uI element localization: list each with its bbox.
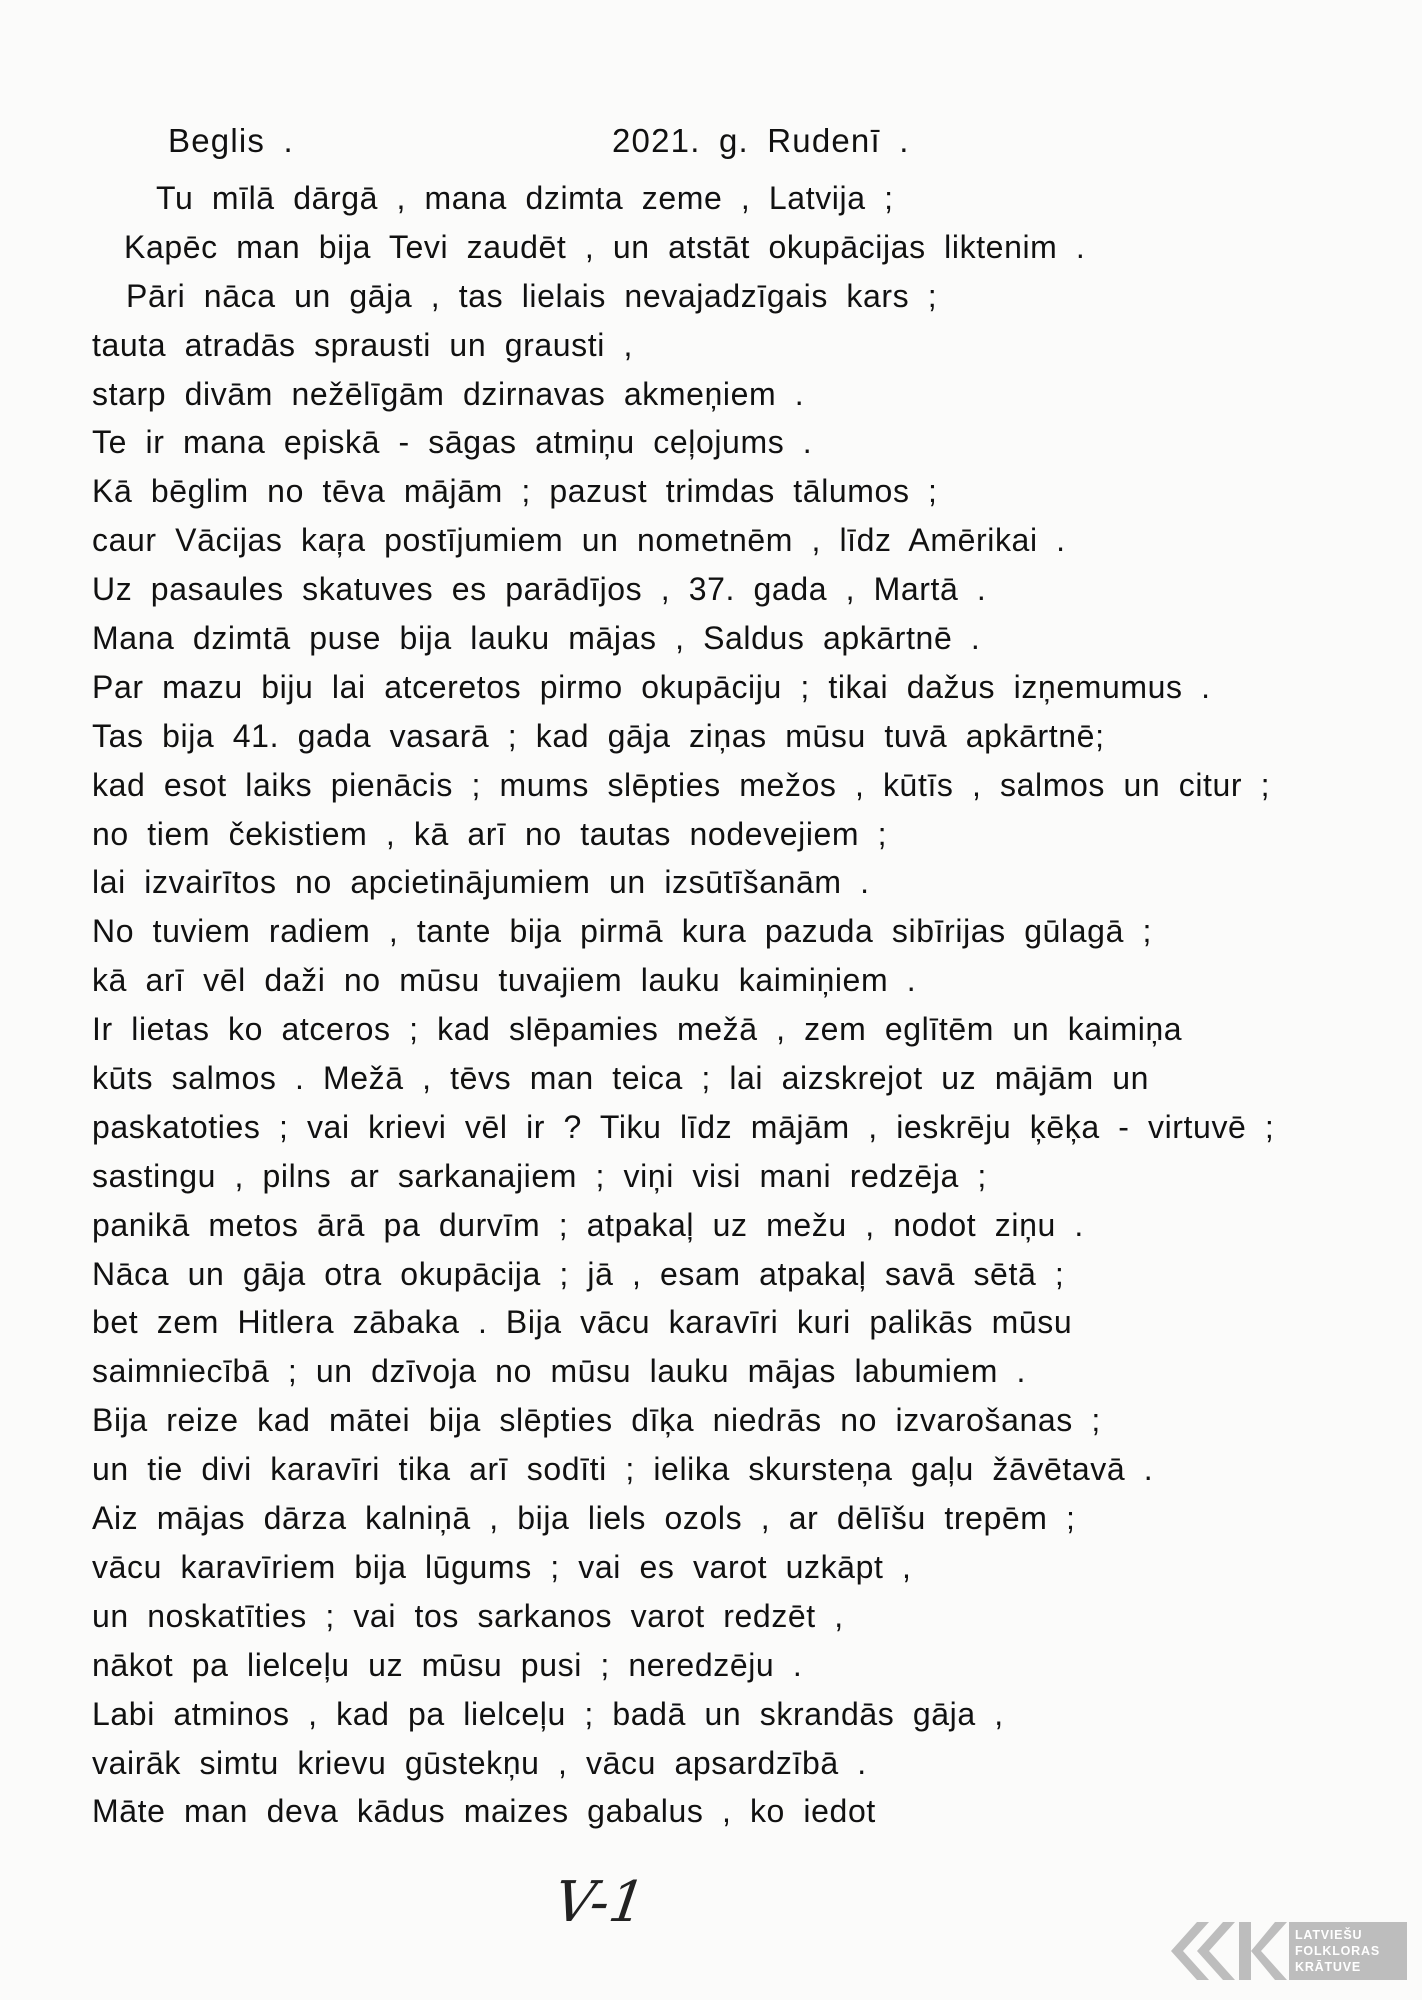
logo-text-block [1289,1922,1407,1980]
text-line: Uz pasaules skatuves es parādījos , 37. gada , Martā . [92,571,987,608]
text-line: Kā bēglim no tēva mājām ; pazust trimdas tālumos ; [92,473,938,510]
text-line: Nāca un gāja otra okupācija ; jā , esam atpakaļ savā sētā ; [92,1255,1065,1292]
text-line: caur Vācijas kaŗa postījumiem un nometnēm , līdz Amērikai . [92,522,1066,559]
text-line: Kapēc man bija Tevi zaudēt , un atstāt okupācijas liktenim . [124,228,1086,265]
heading-row [0,122,1422,174]
text-line: bet zem Hitlera zābaka . Bija vācu karavīri kuri palikās mūsu [92,1304,1073,1341]
document-title: Beglis . [168,122,294,159]
text-line: No tuviem radiem , tante bija pirmā kura pazuda sibīrijas gūlagā ; [92,913,1152,950]
text-line: Aiz mājas dārza kalniņā , bija liels ozols , ar dēlīšu trepēm ; [92,1500,1076,1537]
logo-mark-icon [1167,1918,1289,1984]
text-line: Ir lietas ko atceros ; kad slēpamies mežā , zem eglītēm un kaimiņa [92,1011,1183,1048]
logo-text-line: FOLKLORAS [1295,1944,1380,1958]
text-line: Mana dzimtā puse bija lauku mājas , Saldus apkārtnē . [92,620,981,657]
text-line: Tu mīlā dārgā , mana dzimta zeme , Latvija ; [156,180,894,216]
text-line: Te ir mana episkā - sāgas atmiņu ceļojums . [92,424,813,461]
text-line: Māte man deva kādus maizes gabalus , ko iedot [92,1793,876,1830]
text-line: un tie divi karavīri tika arī sodīti ; ielika skursteņa gaļu žāvētavā . [92,1451,1154,1488]
text-line: kad esot laiks pienācis ; mums slēpties mežos , kūtīs , salmos un citur ; [92,766,1271,803]
text-line: lai izvairītos no apcietinājumiem un izsūtīšanām . [92,864,870,901]
text-line: tauta atradās sprausti un grausti , [92,326,633,363]
document-date: 2021. g. Rudenī . [612,122,910,159]
text-line: Pāri nāca un gāja , tas lielais nevajadzīgais kars ; [126,277,938,314]
text-line: sastingu , pilns ar sarkanajiem ; viņi visi mani redzēja ; [92,1157,987,1194]
text-line: panikā metos ārā pa durvīm ; atpakaļ uz mežu , nodot ziņu . [92,1206,1084,1243]
text-line: starp divām nežēlīgām dzirnavas akmeņiem . [92,375,805,412]
body-text [92,174,1352,1836]
text-line: nākot pa lielceļu uz mūsu pusi ; neredzēju . [92,1646,803,1683]
text-line: vairāk simtu krievu gūstekņu , vācu apsardzībā . [92,1744,867,1781]
text-line: paskatoties ; vai krievi vēl ir ? Tiku līdz mājām , ieskrēju ķēķa - virtuvē ; [92,1108,1275,1145]
text-line: kūts salmos . Mežā , tēvs man teica ; lai aizskrejot uz mājām un [92,1060,1150,1097]
logo-text-line: KRĀTUVE [1295,1960,1362,1974]
text-line: Tas bija 41. gada vasarā ; kad gāja ziņas mūsu tuvā apkārtnē; [92,717,1105,754]
text-line: un noskatīties ; vai tos sarkanos varot redzēt , [92,1597,844,1634]
text-line: Bija reize kad mātei bija slēpties dīķa niedrās no izvarošanas ; [92,1402,1101,1439]
text-line: vācu karavīriem bija lūgums ; vai es varot uzkāpt , [92,1548,912,1585]
text-line: no tiem čekistiem , kā arī no tautas nodevejiem ; [92,815,888,852]
text-line: Labi atminos , kad pa lielceļu ; badā un skrandās gāja , [92,1695,1004,1732]
archive-logo [1167,1918,1412,1984]
text-line: Par mazu biju lai atceretos pirmo okupāciju ; tikai dažus izņemumus . [92,668,1211,705]
handwritten-page-number: V-1 [550,1870,650,1935]
text-line: kā arī vēl daži no mūsu tuvajiem lauku kaimiņiem . [92,962,917,999]
logo-text-line: LATVIEŠU [1295,1928,1363,1942]
text-line: saimniecībā ; un dzīvoja no mūsu lauku mājas labumiem . [92,1353,1026,1390]
